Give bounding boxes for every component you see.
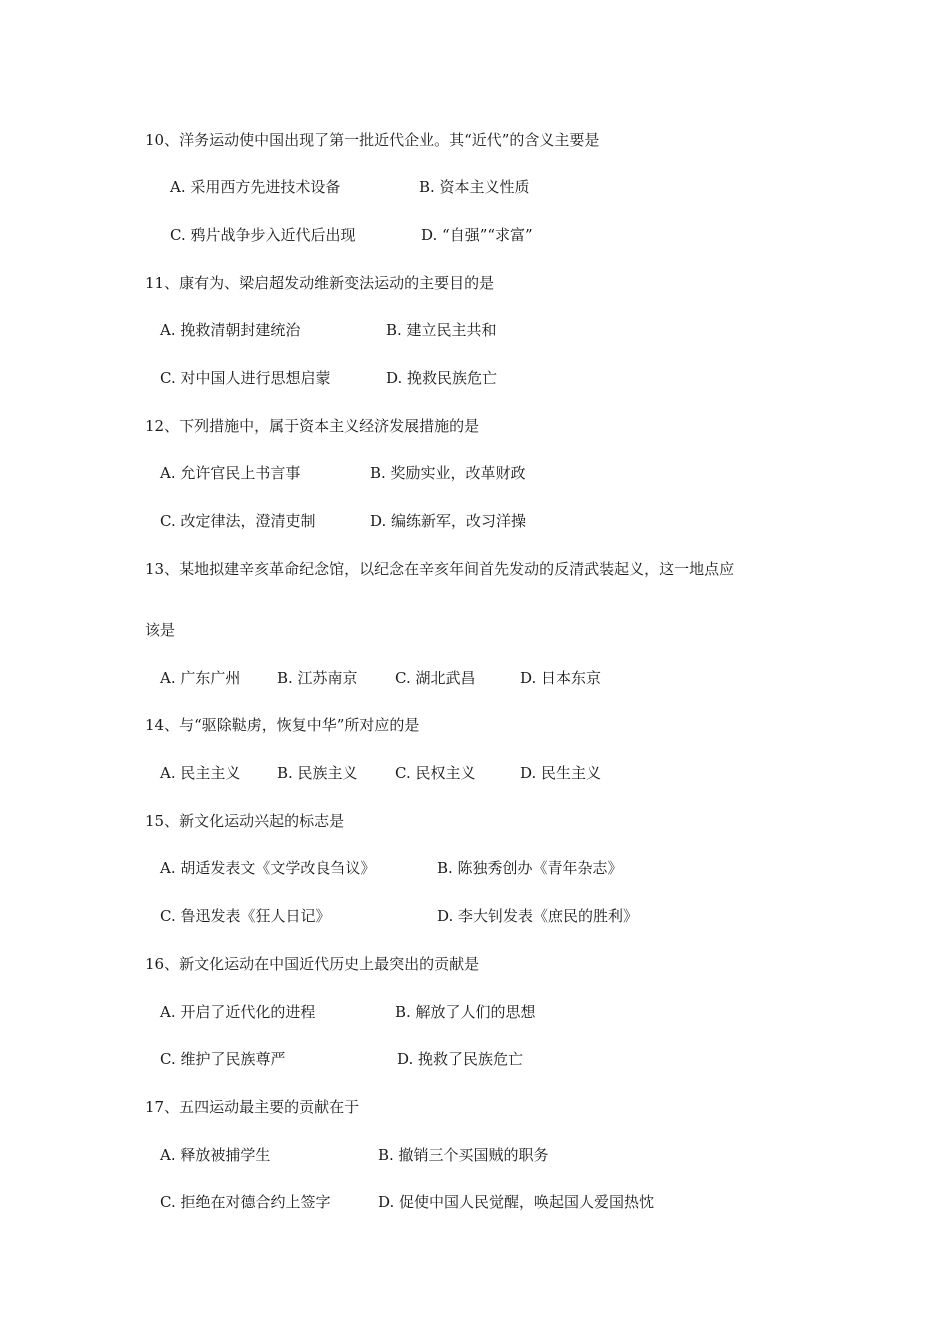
question-14-option-d: D. 民生主义 <box>520 764 602 782</box>
question-14-option-a: A. 民主主义 <box>160 764 241 782</box>
question-10-stem: 10、洋务运动使中国出现了第一批近代企业。其“近代”的含义主要是 <box>145 131 600 149</box>
question-11-option-c: C. 对中国人进行思想启蒙 <box>160 369 331 387</box>
question-13-stem: 13、某地拟建辛亥革命纪念馆，以纪念在辛亥年间首先发动的反清武装起义，这一地点应 <box>145 560 735 578</box>
question-11-option-d: D. 挽救民族危亡 <box>386 369 498 387</box>
question-16-stem: 16、新文化运动在中国近代历史上最突出的贡献是 <box>145 955 480 973</box>
question-12-option-c: C. 改定律法，澄清吏制 <box>160 512 316 530</box>
question-11-option-b: B. 建立民主共和 <box>386 321 497 339</box>
question-16-option-a: A. 开启了近代化的进程 <box>160 1003 316 1021</box>
question-16-option-b: B. 解放了人们的思想 <box>395 1003 536 1021</box>
question-16-option-d: D. 挽救了民族危亡 <box>397 1050 524 1068</box>
question-10-option-a: A. 采用西方先进技术设备 <box>170 178 341 196</box>
question-13-stem-continued: 该是 <box>145 621 176 639</box>
question-14-option-c: C. 民权主义 <box>395 764 476 782</box>
question-12-option-b: B. 奖励实业，改革财政 <box>370 464 526 482</box>
question-13-option-b: B. 江苏南京 <box>277 669 358 687</box>
question-17-option-b: B. 撤销三个买国贼的职务 <box>378 1146 549 1164</box>
question-10-option-b: B. 资本主义性质 <box>419 178 530 196</box>
question-13-option-d: D. 日本东京 <box>520 669 602 687</box>
question-12-stem: 12、下列措施中，属于资本主义经济发展措施的是 <box>145 417 480 435</box>
question-15-option-c: C. 鲁迅发表《狂人日记》 <box>160 907 331 925</box>
question-14-stem: 14、与“驱除鞑虏，恢复中华”所对应的是 <box>145 716 420 734</box>
question-17-option-c: C. 拒绝在对德合约上签字 <box>160 1193 331 1211</box>
question-17-stem: 17、五四运动最主要的贡献在于 <box>145 1098 360 1116</box>
question-13-option-a: A. 广东广州 <box>160 669 241 687</box>
question-17-option-a: A. 释放被捕学生 <box>160 1146 271 1164</box>
question-15-option-d: D. 李大钊发表《庶民的胜利》 <box>437 907 639 925</box>
question-12-option-d: D. 编练新军，改习洋操 <box>370 512 527 530</box>
question-16-option-c: C. 维护了民族尊严 <box>160 1050 286 1068</box>
question-15-option-a: A. 胡适发表文《文学改良刍议》 <box>160 859 376 877</box>
question-14-option-b: B. 民族主义 <box>277 764 358 782</box>
question-15-option-b: B. 陈独秀创办《青年杂志》 <box>437 859 623 877</box>
question-10-option-c: C. 鸦片战争步入近代后出现 <box>170 226 356 244</box>
question-13-option-c: C. 湖北武昌 <box>395 669 476 687</box>
question-15-stem: 15、新文化运动兴起的标志是 <box>145 812 345 830</box>
question-11-stem: 11、康有为、梁启超发动维新变法运动的主要目的是 <box>145 274 495 292</box>
question-11-option-a: A. 挽救清朝封建统治 <box>160 321 301 339</box>
question-12-option-a: A. 允许官民上书言事 <box>160 464 301 482</box>
question-10-option-d: D. “自强”“求富” <box>421 226 533 244</box>
question-17-option-d: D. 促使中国人民觉醒，唤起国人爱国热忱 <box>378 1193 655 1211</box>
